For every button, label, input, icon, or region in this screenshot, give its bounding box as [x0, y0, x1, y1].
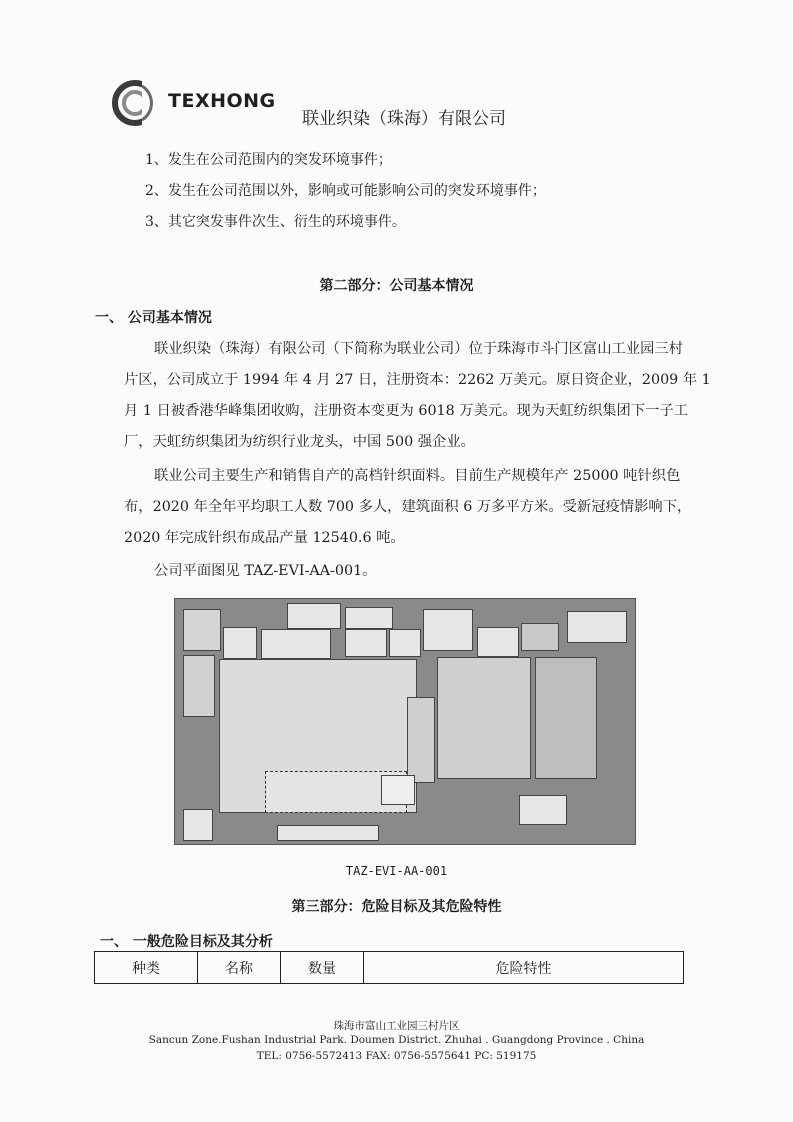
company-logo	[112, 80, 282, 126]
para1-line-3: 月 1 日被香港华峰集团收购，注册资本变更为 6018 万美元。现为天虹纺织集团下一子工	[124, 403, 689, 419]
footer-address-cn: 珠海市富山工业园三村片区	[333, 1020, 460, 1032]
para1-line-4: 厂，天虹纺织集团为纺织行业龙头，中国 500 强企业。	[124, 434, 475, 450]
para2-line-3: 2020 年完成针织布成品产量 12540.6 吨。	[124, 530, 405, 546]
footer-address-en: Sancun Zone.Fushan Industrial Park. Doumen District. Zhuhai . Guangdong Province . China	[148, 1034, 645, 1046]
site-plan-image	[174, 598, 636, 845]
part3-section1-heading: 一、 一般危险目标及其分析	[100, 934, 273, 950]
para2	[124, 461, 691, 554]
plan-reference: 公司平面图见 TAZ-EVI-AA-001。	[154, 563, 377, 579]
col-header-name: 名称	[198, 952, 281, 984]
col-header-hazard-properties: 危险特性	[364, 952, 684, 984]
para1-line-2: 片区，公司成立于 1994 年 4 月 27 日，注册资本：2262 万美元。原日资企业，2009 年 1	[124, 372, 711, 388]
scope-item-1: 1、发生在公司范围内的突发环境事件；	[145, 152, 392, 168]
col-header-type: 种类	[95, 952, 198, 984]
para2-line-2: 布，2020 年全年平均职工人数 700 多人，建筑面积 6 万多平方米。受新冠疫情影响下，	[124, 499, 692, 515]
texhong-logo-icon	[112, 80, 160, 126]
para1-line-1: 联业织染（珠海）有限公司（下简称为联业公司）位于珠海市斗门区富山工业园三村	[154, 341, 683, 357]
figure-caption: TAZ-EVI-AA-001	[345, 864, 448, 878]
para2-line-1: 联业公司主要生产和销售自产的高档针织面料。目前生产规模年产 25000 吨针织色	[154, 468, 681, 484]
part2-title: 第二部分：公司基本情况	[319, 278, 474, 294]
company-name: 联业织染（珠海）有限公司	[302, 109, 506, 129]
table-header-row	[95, 952, 684, 984]
scope-item-2: 2、发生在公司范围以外，影响或可能影响公司的突发环境事件；	[145, 183, 546, 199]
logo-text: TEXHONG	[168, 90, 276, 112]
part3-title: 第三部分：危险目标及其危险特性	[291, 899, 502, 915]
para1	[124, 334, 711, 458]
part2-section1-heading: 一、 公司基本情况	[95, 310, 212, 326]
col-header-quantity: 数量	[281, 952, 364, 984]
scope-item-3: 3、其它突发事件次生、衍生的环境事件。	[145, 214, 406, 230]
footer-contact: TEL: 0756-5572413 FAX: 0756-5575641 PC: 519175	[256, 1050, 537, 1062]
hazard-table	[94, 951, 684, 984]
